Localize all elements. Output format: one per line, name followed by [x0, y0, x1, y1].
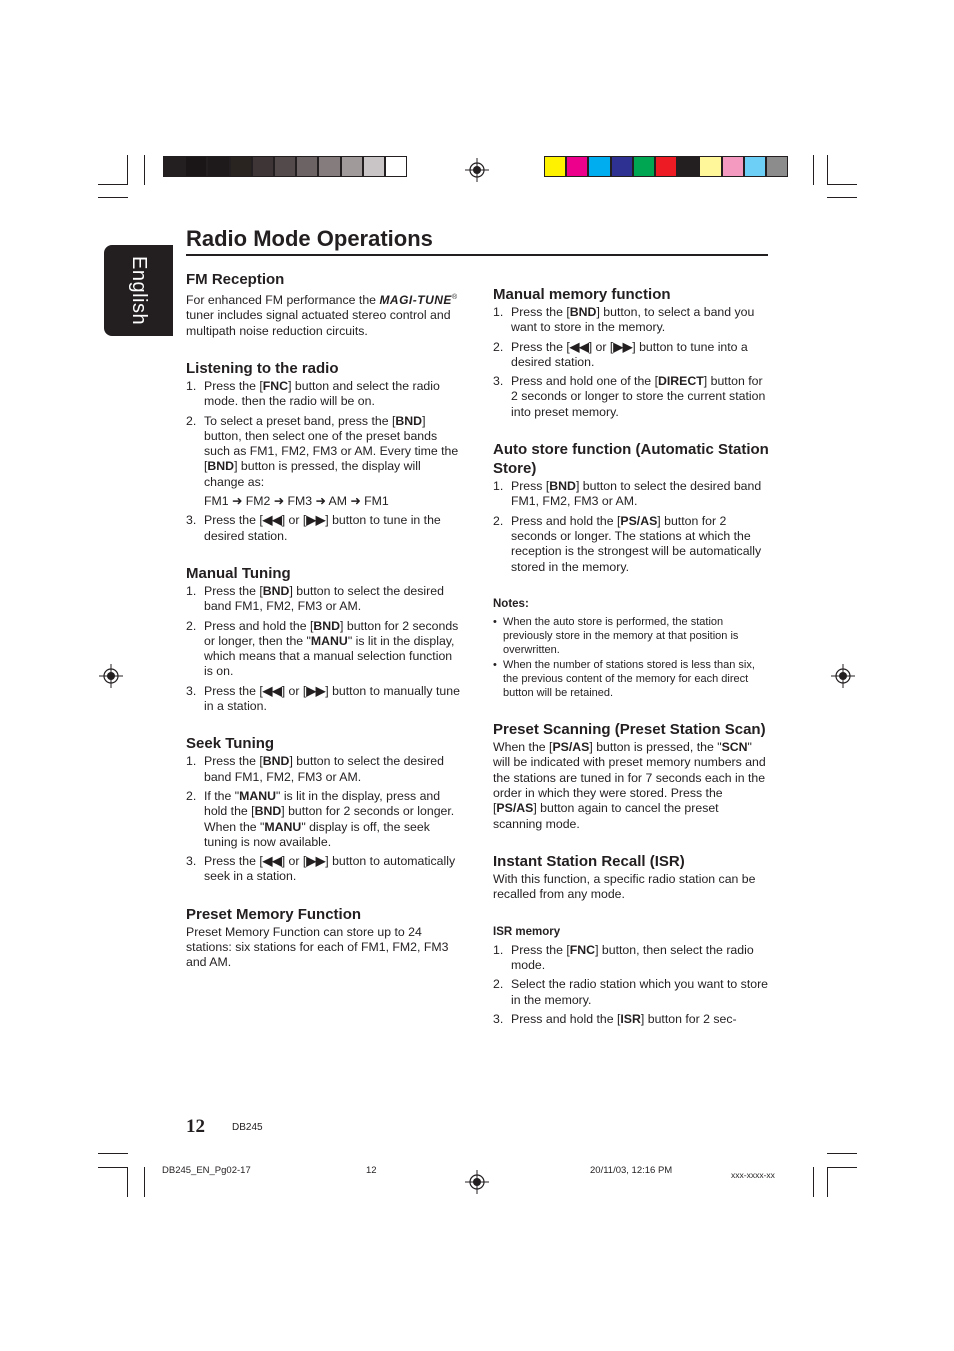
list-item: 3. Press and hold the [ISR] button for 2 sec-	[493, 1012, 737, 1027]
footer-page: 12	[366, 1165, 377, 1176]
color-swatch	[655, 156, 677, 177]
list-item: 3. Press the [◀◀] or [▶▶] button to manually tune in a station.	[186, 683, 460, 714]
section-heading: Instant Station Recall (ISR)	[493, 852, 685, 870]
language-tab-label: English	[128, 255, 150, 326]
list-item: 2. Select the radio station which you want to store in the memory.	[493, 977, 769, 1007]
section-heading: Manual memory function	[493, 286, 671, 303]
list-item: 1. Press the [BND] button, to select a band you want to store in the memory.	[493, 305, 755, 335]
model-code: DB245	[232, 1122, 263, 1133]
manual-tuning-section	[186, 564, 464, 714]
color-swatch	[163, 156, 185, 177]
color-swatch	[230, 156, 252, 177]
isr-text: With this function, a specific radio station can be recalled from any mode.	[493, 871, 756, 902]
registration-mark-icon	[831, 664, 855, 688]
notes-heading: Notes:	[493, 597, 529, 610]
color-swatch	[318, 156, 340, 177]
list-item: 2. If the "MANU" is lit in the display, press and hold the [BND] button for 2 seconds or longer. When the "MANU" display is off, the seek tuning is now available.	[186, 788, 455, 849]
isr-section	[493, 852, 769, 1027]
color-swatch	[611, 156, 633, 177]
color-swatch	[744, 156, 766, 177]
note-item: • When the number of stations stored is less than six, the previous content of the memory for each direct button will be retained.	[493, 658, 769, 700]
color-swatch	[633, 156, 655, 177]
footer-filename: DB245_EN_Pg02-17	[162, 1165, 251, 1176]
note-item: • When the auto store is performed, the station previously store in the memory at that position is overwritten.	[493, 615, 769, 657]
color-swatch	[766, 156, 788, 177]
color-swatch	[341, 156, 363, 177]
page-number: 12	[186, 1116, 205, 1137]
color-swatch	[296, 156, 318, 177]
left-column	[186, 270, 464, 991]
list-item: 3. Press and hold one of the [DIRECT] button for 2 seconds or longer to store the current station into preset memory.	[493, 374, 766, 419]
auto-store-section	[493, 440, 769, 575]
language-tab	[104, 245, 173, 336]
registration-mark-icon	[465, 1170, 489, 1194]
list-item: 1. Press the [BND] button to select the desired band FM1, FM2, FM3 or AM.	[186, 754, 444, 784]
list-item: 2. Press and hold the [PS/AS] button for 2 seconds or longer. The stations at which the reception is the strongest will be automatically stored in the memory.	[493, 513, 762, 574]
list-item: 1. Press the [FNC] button and select the radio mode. then the radio will be on.	[186, 378, 440, 409]
registration-mark-icon	[465, 158, 489, 182]
color-swatch	[185, 156, 207, 177]
fm-reception-text: For enhanced FM performance the MAGI-TUNE® tuner includes signal actuated stereo control and multipath noise reduction circuits.	[186, 293, 458, 338]
color-swatch	[677, 156, 699, 177]
list-item: 3. Press the [◀◀] or [▶▶] button to automatically seek in a station.	[186, 854, 456, 884]
section-heading: Preset Scanning (Preset Station Scan)	[493, 721, 766, 739]
color-swatch	[385, 156, 407, 177]
color-swatch	[363, 156, 385, 177]
color-swatch	[274, 156, 296, 177]
list-item: 1. Press the [BND] button to select the desired band FM1, FM2, FM3 or AM.	[186, 583, 444, 614]
band-sequence: FM1 ➜ FM2 ➜ FM3 ➜ AM ➜ FM1	[204, 494, 389, 509]
title-rule	[186, 254, 768, 256]
section-heading: Seek Tuning	[186, 735, 275, 753]
color-swatch	[722, 156, 744, 177]
section-heading: Preset Memory Function	[186, 905, 362, 923]
section-heading: FM Reception	[186, 271, 285, 288]
preset-memory-text: Preset Memory Function can store up to 24 stations: six stations for each of FM1, FM2, FM3 and AM.	[186, 924, 449, 970]
list-item: 2. Press and hold the [BND] button for 2 seconds or longer, then the "MANU" is lit in the display, which means that a manual selection function is on.	[186, 618, 459, 679]
color-swatch	[207, 156, 229, 177]
color-swatch	[544, 156, 566, 177]
registration-mark-icon	[99, 664, 123, 688]
color-swatch	[588, 156, 610, 177]
notes-section	[493, 597, 769, 700]
section-heading: Manual Tuning	[186, 564, 291, 582]
preset-scan-section	[493, 720, 769, 832]
list-item: 1. Press the [FNC] button, then select the radio mode.	[493, 942, 754, 973]
list-item: 1. Press [BND] button to select the desired band FM1, FM2, FM3 or AM.	[493, 479, 762, 509]
seek-tuning-section	[186, 734, 464, 884]
color-swatch	[252, 156, 274, 177]
listening-section	[186, 359, 464, 544]
page-title: Radio Mode Operations	[186, 226, 433, 251]
footer-code: xxx-xxxx-xx	[731, 1170, 775, 1180]
fm-reception-section	[186, 270, 464, 339]
list-item: 2. To select a preset band, press the [BND] button, then select one of the preset bands such as FM1, FM2, FM3 or AM. Every time the [BND] button is pressed, the display will change as: FM1 ➜ FM2 ➜ FM3 ➜ AM ➜ FM1	[186, 414, 464, 510]
magi-tune-logo: MAGI-TUNE	[379, 293, 452, 308]
color-swatch	[566, 156, 588, 177]
manual-memory-section	[493, 285, 769, 420]
footer-date: 20/11/03, 12:16 PM	[590, 1165, 673, 1176]
right-column	[493, 285, 769, 1047]
preset-memory-section	[186, 905, 464, 971]
color-swatch	[699, 156, 721, 177]
preset-scan-text: When the [PS/AS] button is pressed, the "SCN" will be indicated with preset memory numbers and the stations are tuned in for 7 seconds each in the order in which they were stored. Press the [PS/AS] button again to cancel the preset scanning mode.	[493, 740, 766, 831]
list-item: 3. Press the [◀◀] or [▶▶] button to tune in the desired station.	[186, 513, 441, 543]
list-item: 2. Press the [◀◀] or [▶▶] button to tune into a desired station.	[493, 339, 748, 369]
section-heading: Listening to the radio	[186, 359, 339, 377]
section-heading: Auto store function (Automatic Station Store)	[493, 441, 769, 478]
isr-memory-heading: ISR memory	[493, 925, 561, 938]
